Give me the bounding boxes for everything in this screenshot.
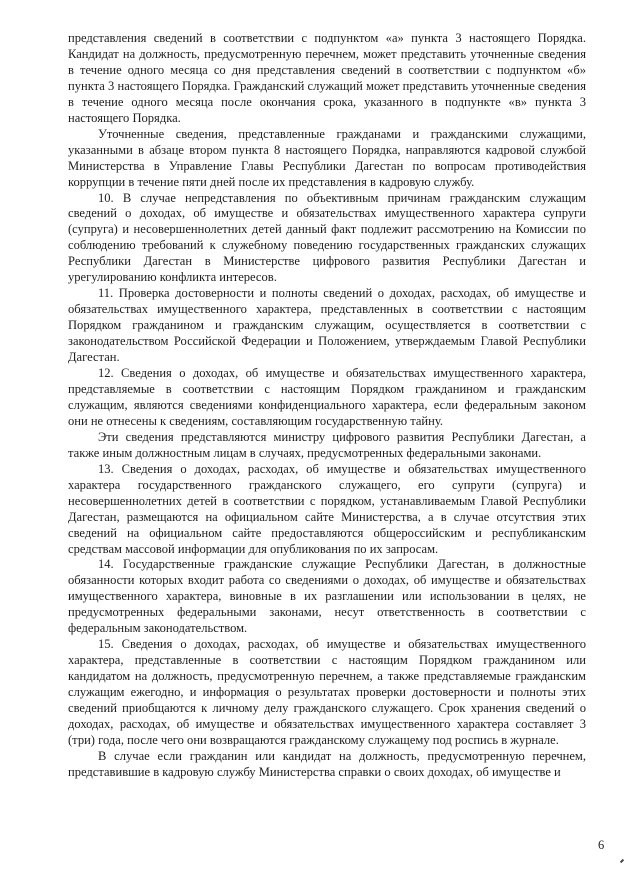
paragraph-item-12-addendum: Эти сведения представляются министру цифрового развития Республики Дагестан, а также иным должностным лицам в случаях, предусмотренных федеральными законами. <box>68 429 586 460</box>
paragraph-continuation: представления сведений в соответствии с подпунктом «а» пункта 3 настоящего Порядка. Кандидат на должность, предусмотренную перечнем, может представить уточненные сведения в течение одного месяца со дня представления сведений в соответствии с подпунктом «б» пункта 3 настоящего Порядка. Гражданский служащий может представить уточненные сведения в течение одного месяца после окончания срока, указанного в подпункте «в» пункта 3 настоящего Порядка. <box>68 31 586 125</box>
paragraph-item-15-continuation: В случае если гражданин или кандидат на должность, предусмотренную перечнем, представившие в кадровую службу Министерства справки о своих доходах, об имуществе и <box>68 748 586 779</box>
paragraph-item-12: 12. Сведения о доходах, об имуществе и обязательствах имущественного характера, представляемые в соответствии с настоящим Порядком гражданином и гражданским служащим, являются сведениями конфиденциального характера, если федеральным законом они не отнесены к сведениям, составляющим государственную тайну. <box>68 366 586 428</box>
paragraph-item-10: 10. В случае непредставления по объективным причинам гражданским служащим сведений о доходах, об имуществе и обязательствах имущественного характера супруги (супруга) и несовершеннолетних детей данный факт подлежит рассмотрению на Комиссии по соблюдению требований к служебному поведению государственных гражданских служащих Республики Дагестан в Министерстве цифрового развития Республики Дагестан и урегулированию конфликта интересов. <box>68 190 586 285</box>
paragraph-item-13: 13. Сведения о доходах, расходах, об имуществе и обязательствах имущественного характера государственного гражданского служащего, его супруги (супруга) и несовершеннолетних детей в соответствии с порядком, устанавливаемым Главой Республики Дагестан, размещаются на официальном сайте Министерства, а в случае отсутствия этих сведений на официальном сайте предоставляются общероссийским и республиканским средствам массовой информации для опубликования по их запросам. <box>68 461 586 556</box>
page-number: 6 <box>598 838 605 852</box>
paragraph-updated-info: Уточненные сведения, представленные гражданами и гражданскими служащими, указанными в абзаце втором пункта 8 настоящего Порядка, направляются кадровой службой Министерства в Управление Главы Республики Дагестан по вопросам противодействия коррупции в течение пяти дней после их представления в кадровую службу. <box>68 126 586 189</box>
paragraph-item-11: 11. Проверка достоверности и полноты сведений о доходах, расходах, об имуществе и обязательствах имущественного характера, представленных в соответствии с настоящим Порядком гражданином и гражданским служащим, осуществляется в соответствии с законодательством Российской Федерации и Положением, утверждаемым Главой Республики Дагестан. <box>68 286 586 365</box>
scan-speck <box>620 859 624 863</box>
paragraph-item-15: 15. Сведения о доходах, расходах, об имуществе и обязательствах имущественного характера, представленные в соответствии с настоящим Порядком гражданином или кандидатом на должность, предусмотренную перечнем, а также представляемые гражданским служащим ежегодно, и информация о результатах проверки достоверности и полноты этих сведений приобщаются к личному делу гражданского служащего. Срок хранения сведений о доходах, расходах, об имуществе и обязательствах имущественного характера составляет 3 (три) года, после чего они возвращаются гражданскому служащему под роспись в журнале. <box>68 637 586 747</box>
document-page <box>68 31 586 781</box>
paragraph-item-14: 14. Государственные гражданские служащие Республики Дагестан, в должностные обязанности которых входит работа со сведениями о доходах, об имуществе и обязательствах имущественного характера, виновные в их разглашении или использовании в целях, не предусмотренных федеральными законами, несут ответственность в соответствии с федеральным законодательством. <box>68 557 586 636</box>
